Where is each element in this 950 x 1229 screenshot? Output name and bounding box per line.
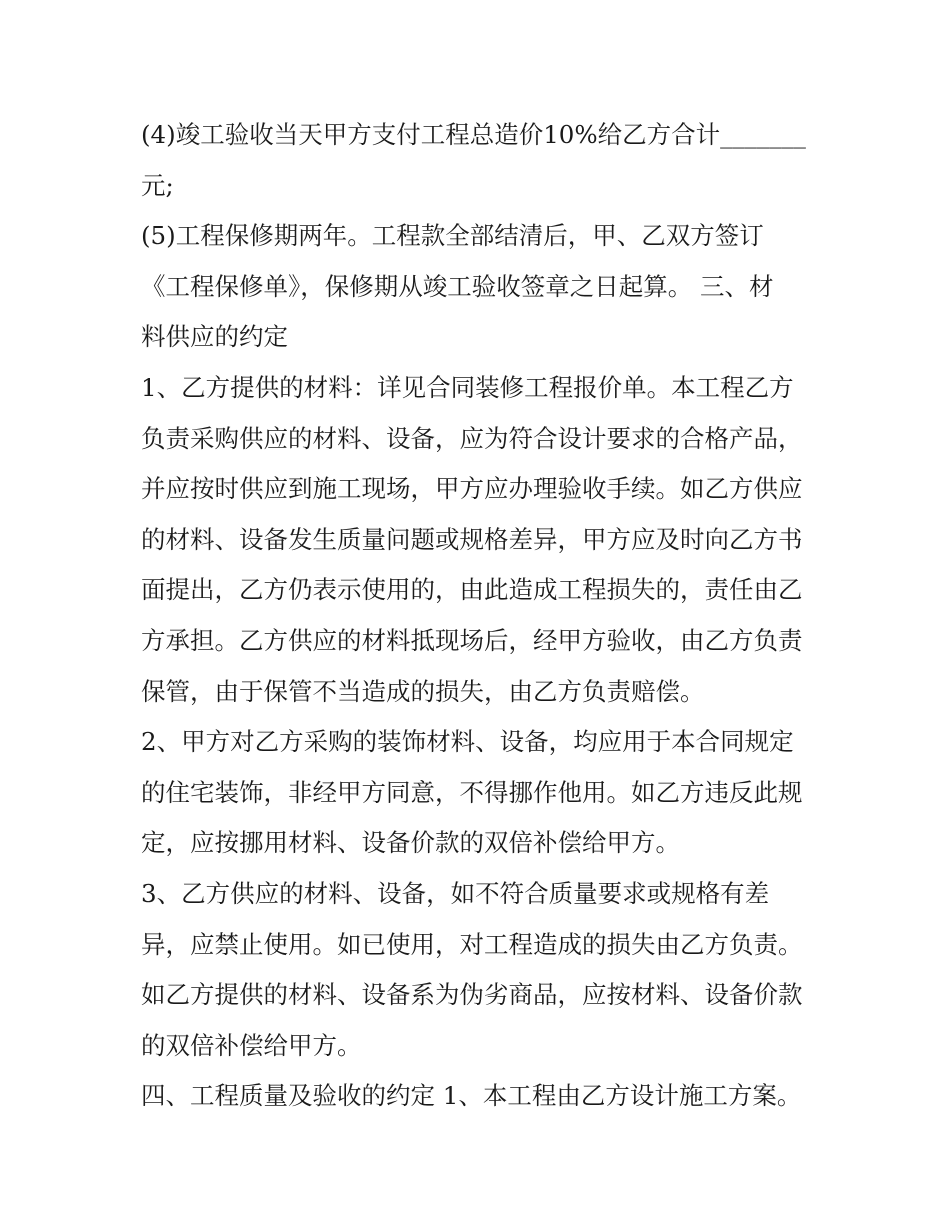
text-line: 并应按时供应到施工现场，甲方应办理验收手续。如乙方供应 (141, 474, 803, 504)
text-line: (5)工程保修期两年。工程款全部结清后，甲、乙双方签订 (141, 221, 764, 251)
text-line: 面提出，乙方仍表示使用的，由此造成工程损失的，责任由乙 (141, 575, 803, 605)
text-line: 方承担。乙方供应的材料抵现场后，经甲方验收，由乙方负责 (141, 625, 803, 655)
text-line: 的材料、设备发生质量问题或规格差异，甲方应及时向乙方书 (141, 524, 803, 554)
text-line: 异，应禁止使用。如已使用，对工程造成的损失由乙方负责。 (141, 929, 803, 959)
text-line: 保管，由于保管不当造成的损失，由乙方负责赔偿。 (141, 676, 705, 706)
text-line: 1、乙方提供的材料：详见合同装修工程报价单。本工程乙方 (141, 372, 794, 402)
text-line: 料供应的约定 (141, 322, 288, 352)
text-line: 的住宅装饰，非经甲方同意，不得挪作他用。如乙方违反此规 (141, 777, 803, 807)
text-line: 3、乙方供应的材料、设备，如不符合质量要求或规格有差 (141, 878, 770, 908)
text-line: 负责采购供应的材料、设备，应为符合设计要求的合格产品， (141, 423, 803, 453)
text-line: 2、甲方对乙方采购的装饰材料、设备，均应用于本合同规定 (141, 727, 794, 757)
text-line: 《工程保修单》，保修期从竣工验收签章之日起算。 三、材 (141, 271, 774, 301)
text-line: 如乙方提供的材料、设备系为伪劣商品，应按材料、设备价款 (141, 980, 803, 1010)
document-body (141, 110, 816, 1122)
text-line: (4)竣工验收当天甲方支付工程总造价10%给乙方合计_______ (141, 120, 806, 149)
text-line: 的双倍补偿给甲方。 (141, 1030, 362, 1060)
text-line: 四、工程质量及验收的约定 1、本工程由乙方设计施工方案。 (141, 1081, 802, 1111)
text-line: 元; (141, 170, 174, 200)
text-line: 定，应按挪用材料、设备价款的双倍补偿给甲方。 (141, 828, 680, 858)
